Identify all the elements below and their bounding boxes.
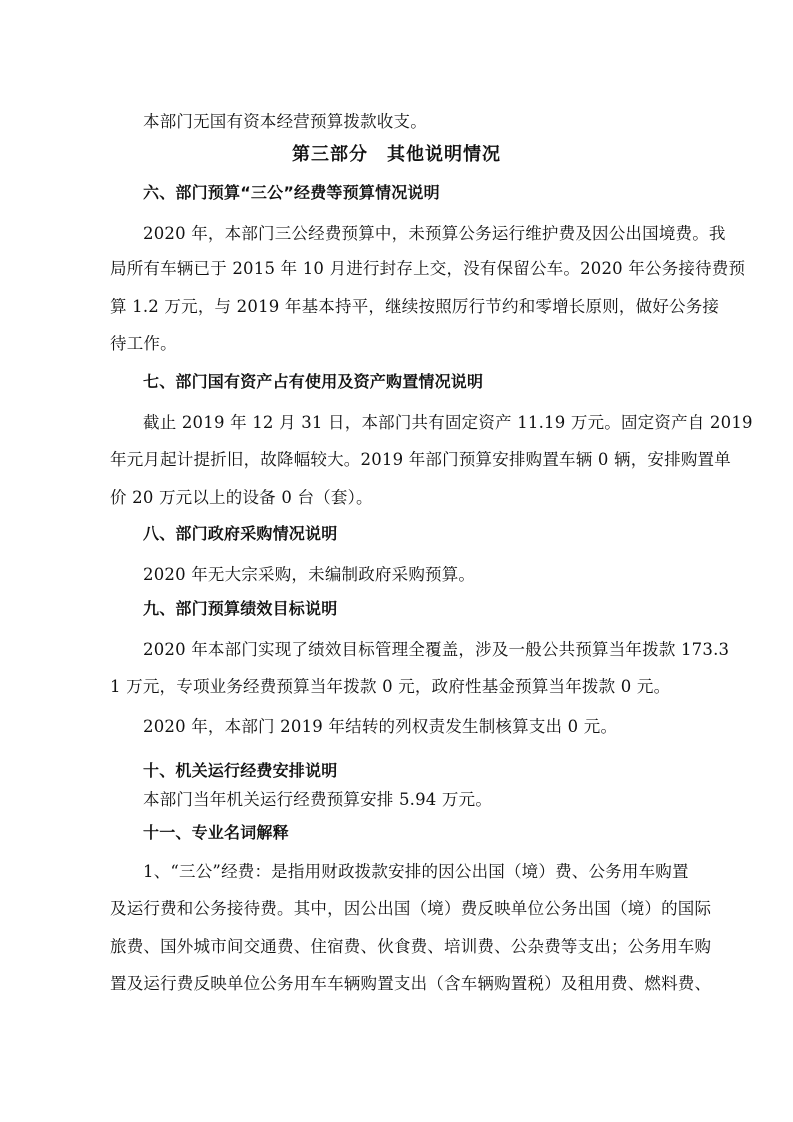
part-three-title: 第三部分 其他说明情况 bbox=[292, 144, 501, 165]
paragraph-line: 待工作。 bbox=[110, 334, 177, 353]
paragraph-line: 及运行费和公务接待费。其中，因公出国（境）费反映单位公务出国（境）的国际 bbox=[110, 899, 712, 918]
paragraph-line: 2020 年无大宗采购，未编制政府采购预算。 bbox=[143, 565, 476, 584]
section-heading-eight: 八、部门政府采购情况说明 bbox=[143, 524, 338, 543]
paragraph-line: 2020 年，本部门三公经费预算中，未预算公务运行维护费及因公出国境费。我 bbox=[143, 224, 726, 243]
paragraph-line: 置及运行费反映单位公务用车车辆购置支出（含车辆购置税）及租用费、燃料费、 bbox=[110, 974, 712, 993]
paragraph-line: 截止 2019 年 12 月 31 日，本部门共有固定资产 11.19 万元。固定资产自 2019 bbox=[143, 413, 753, 432]
paragraph-line: 1、“三公”经费：是指用财政拨款安排的因公出国（境）费、公务用车购置 bbox=[143, 862, 689, 881]
paragraph-line: 算 1.2 万元，与 2019 年基本持平，继续按照厉行节约和零增长原则，做好公务接 bbox=[110, 297, 720, 316]
section-heading-six: 六、部门预算“三公”经费等预算情况说明 bbox=[143, 183, 440, 202]
paragraph-line: 2020 年，本部门 2019 年结转的列权责发生制核算支出 0 元。 bbox=[143, 717, 618, 736]
section-heading-ten: 十、机关运行经费安排说明 bbox=[143, 761, 338, 780]
paragraph-line: 价 20 万元以上的设备 0 台（套）。 bbox=[110, 488, 373, 507]
paragraph-line: 2020 年本部门实现了绩效目标管理全覆盖，涉及一般公共预算当年拨款 173.3 bbox=[143, 640, 730, 659]
section-heading-seven: 七、部门国有资产占有使用及资产购置情况说明 bbox=[143, 372, 484, 391]
paragraph-line: 本部门当年机关运行经费预算安排 5.94 万元。 bbox=[143, 790, 493, 809]
section-heading-eleven: 十一、专业名词解释 bbox=[143, 823, 289, 842]
paragraph-line: 年元月起计提折旧，故降幅较大。2019 年部门预算安排购置车辆 0 辆，安排购置单 bbox=[110, 450, 731, 469]
paragraph-line: 1 万元，专项业务经费预算当年拨款 0 元，政府性基金预算当年拨款 0 元。 bbox=[110, 677, 671, 696]
paragraph-no-state-capital: 本部门无国有资本经营预算拨款收支。 bbox=[143, 112, 427, 131]
section-heading-nine: 九、部门预算绩效目标说明 bbox=[143, 599, 338, 618]
paragraph-line: 局所有车辆已于 2015 年 10 月进行封存上交，没有保留公车。2020 年公务接待费预 bbox=[110, 259, 746, 278]
paragraph-line: 旅费、国外城市间交通费、住宿费、伙食费、培训费、公杂费等支出；公务用车购 bbox=[110, 937, 712, 956]
